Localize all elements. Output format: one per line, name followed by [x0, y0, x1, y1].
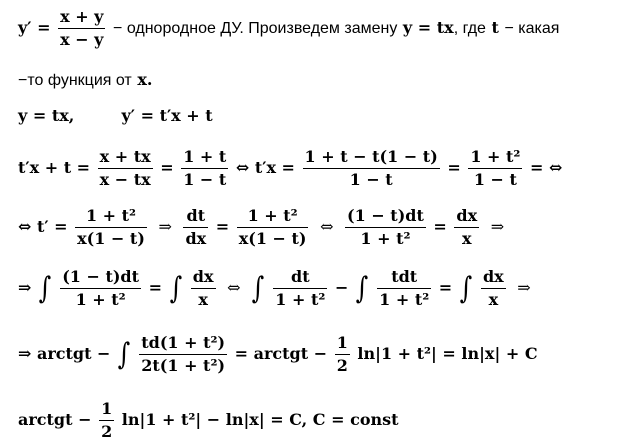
fraction-one-half: $\frac{1}{2}$	[101, 399, 113, 441]
fraction: $\frac{1 + t}{1 - t}$	[183, 147, 227, 189]
t-var: t	[491, 18, 499, 37]
integral-sign: ∫	[169, 271, 182, 306]
integral-sign: ∫	[459, 271, 472, 306]
fraction: $\frac{(1 - t)dt}{\text{1 + t²}}$	[62, 267, 139, 309]
fraction: $\frac{dx}{x}$	[482, 267, 504, 309]
equation-line-6: ⇒ ∫ $\frac{(1 - t)dt}{\text{1 + t²}}$ = ∫ $\frac{dx}{x}$ ⇔ ∫ $\frac{dt}{\text{1 + t²}}$ − ∫ $\frac{\text{tdt}}{\text{1 + t²}}$ = ∫ $\frac{dx}{x}$ ⇒	[18, 267, 531, 309]
fraction: $\frac{dx}{x}$	[192, 267, 214, 309]
fraction-one-half: $\frac{1}{2}$	[336, 333, 348, 375]
equation-line-5: ⇔ t′ = $\frac{\text{1 + t²}}{x(1 - t)}$ ⇒ $\frac{dt}{dx}$ = $\frac{\text{1 + t²}}{x(1 - t)}$ ⇔ $\frac{(1 - t)dt}{\text{1 + t²}}$ = $\frac{dx}{x}$ ⇒	[18, 206, 505, 248]
equation-line-8: arctgt − $\frac{1}{2}$ ln|1 + t²| − ln|x| = C, C = const	[18, 399, 399, 441]
fraction: $\frac{(1 - t)dt}{\text{1 + t²}}$	[347, 206, 424, 248]
y-equals-tx: y = tx,	[18, 106, 75, 125]
fraction-x-plus-y-over-x-minus-y: $\frac{x + y}{x - y}$	[60, 7, 104, 49]
fraction: $\frac{dx}{x}$	[456, 206, 478, 248]
integral-sign: ∫	[251, 271, 265, 306]
integral-sign: ∫	[355, 271, 368, 306]
fraction: $\frac{\text{1 + t²}}{x(1 - t)}$	[238, 206, 307, 248]
substitution: y = tx	[402, 18, 454, 37]
text-homogeneous: − однородное ДУ. Произведем замену	[113, 20, 398, 37]
integral-sign: ∫	[38, 271, 52, 306]
fraction: $\frac{\text{td(1 + t²)}}{\text{2t(1 + t²)}}$	[141, 333, 226, 375]
equation-line-7: ⇒ arctgt − ∫ $\frac{\text{td(1 + t²)}}{\text{2t(1 + t²)}}$ = arctgt − $\frac{1}{2}$ ln|1 + t²| = ln|x| + C	[18, 333, 538, 375]
fraction: $\frac{\text{tdt}}{\text{1 + t²}}$	[379, 267, 430, 309]
y-prime-expansion: y′ = t′x + t	[121, 106, 213, 125]
fraction: $\frac{dt}{\text{1 + t²}}$	[275, 267, 326, 309]
fraction: $\frac{1 + t - t(1 - t)}{1 - t}$	[304, 147, 438, 189]
equation-line-2	[18, 70, 152, 90]
fraction: $\frac{x + tx}{x - tx}$	[99, 147, 151, 189]
y-prime-lhs: y′ =	[18, 18, 51, 37]
text-function-of: −то функция от	[18, 72, 132, 89]
x-var: x.	[137, 70, 153, 89]
fraction: $\frac{\text{1 + t²}}{1 - t}$	[470, 147, 521, 189]
equation-line-4: t′x + t = $\frac{x + tx}{x - tx}$ = $\frac{1 + t}{1 - t}$ ⇔ t′x = $\frac{1 + t - t(1 - t)}{1 - t}$ = $\frac{\text{1 + t²}}{1 - t}$ = ⇔	[18, 147, 563, 189]
fraction: $\frac{\text{1 + t²}}{x(1 - t)}$	[77, 206, 145, 248]
fraction: $\frac{dt}{dx}$	[185, 206, 207, 248]
equation-line-1: y′ = $\frac{x + y}{x - y}$ − однородное ДУ. Произведем замену y = tx, где t − какая	[18, 7, 560, 49]
integral-sign: ∫	[117, 337, 131, 372]
equation-line-3	[18, 106, 213, 125]
